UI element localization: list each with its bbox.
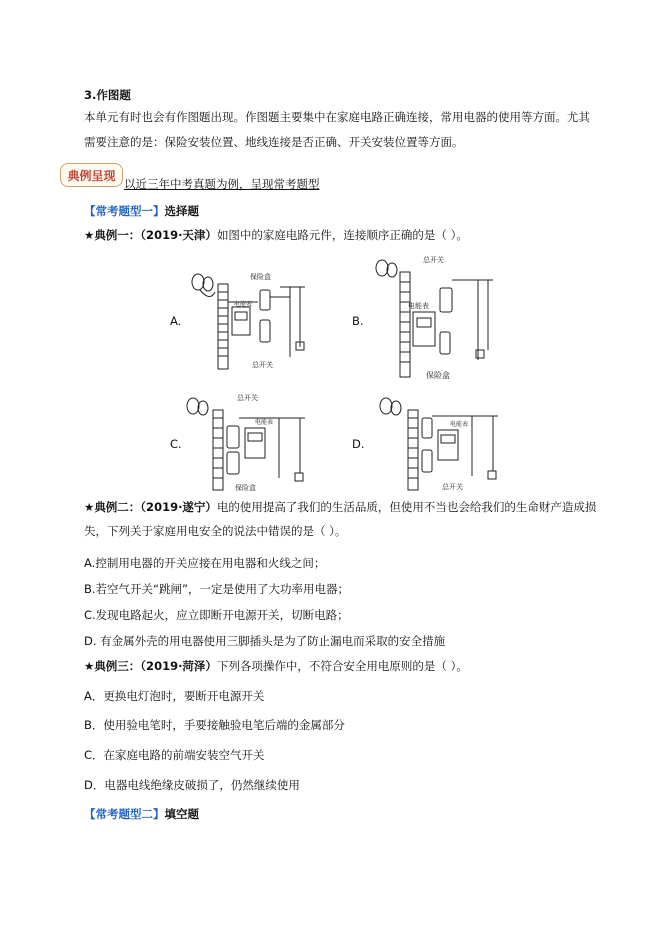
- circuit-figure-c: [175, 388, 315, 493]
- example-3-option-d: D．电器电线绝缘皮破损了，仍然继续使用: [84, 778, 300, 792]
- example-3-option-c: C．在家庭电路的前端安装空气开关: [84, 748, 265, 762]
- example-2-option-d: D. 有金属外壳的用电器使用三脚插头是为了防止漏电而采取的安全措施: [84, 634, 446, 648]
- intro-line-1: 本单元有时也会有作图题出现。作图题主要集中在家庭电路正确连接，常用电器的使用等方面。尤其: [84, 110, 590, 124]
- meter-label: 电能表: [450, 421, 469, 428]
- circuit-figure-a: [180, 262, 315, 372]
- question-type-2: [84, 806, 199, 822]
- switch-label: 总开关: [252, 361, 273, 369]
- circuit-figure-d: [368, 388, 508, 493]
- type-tag: 【常考题型一】: [84, 204, 165, 218]
- intro-line-2: 需要注意的是：保险安装位置、地线连接是否正确、开关安装位置等方面。: [84, 135, 464, 149]
- example-text: 如图中的家庭电路元件，连接顺序正确的是（ ）。: [216, 228, 468, 242]
- meter-label: 电能表: [408, 302, 429, 310]
- section-title: 3.作图题: [84, 88, 131, 102]
- badge-label: 典例呈现: [67, 169, 116, 183]
- type-name: 填空题: [164, 807, 199, 821]
- option-label-c: C.: [170, 437, 182, 451]
- circuit-figure-b: [368, 250, 503, 380]
- type-tag: 【常考题型二】: [84, 807, 165, 821]
- option-label-d: D.: [352, 437, 365, 451]
- example-lead: 典例一：（2019·天津）: [94, 228, 217, 242]
- star-icon: ★: [84, 500, 95, 514]
- example-2-stem-line-1: [84, 499, 596, 515]
- badge-caption: 以近三年中考真题为例，呈现常考题型: [124, 177, 320, 191]
- example-1-stem: [84, 227, 468, 243]
- switch-label: 总开关: [442, 483, 463, 491]
- star-icon: ★: [84, 659, 95, 673]
- example-lead: 典例二：（2019·遂宁）: [94, 500, 217, 514]
- question-type-1: [84, 203, 199, 219]
- example-badge: [60, 163, 123, 187]
- example-text: 电的使用提高了我们的生活品质，但使用不当也会给我们的生命财产造成损: [216, 500, 597, 514]
- example-2-stem-line-2: 失，下列关于家庭用电安全的说法中错误的是（ ）。: [84, 524, 347, 538]
- star-icon: ★: [84, 228, 95, 242]
- fuse-label: 保险盒: [250, 273, 271, 281]
- meter-label: 电能表: [234, 301, 253, 308]
- example-2-option-c: C.发现电路起火，应立即断开电源开关，切断电路；: [84, 608, 349, 622]
- switch-label: 总开关: [423, 256, 444, 264]
- example-text: 下列各项操作中，不符合安全用电原则的是（ ）。: [216, 659, 468, 673]
- example-3-stem: [84, 658, 468, 674]
- option-label-b: B.: [352, 314, 364, 328]
- example-lead: 典例三：（2019·菏泽）: [94, 659, 217, 673]
- example-3-option-b: B．使用验电笔时，手要接触验电笔后端的金属部分: [84, 718, 345, 732]
- meter-label: 电能表: [255, 419, 274, 426]
- switch-label: 总开关: [237, 394, 258, 402]
- example-2-option-a: A.控制用电器的开关应接在用电器和火线之间；: [84, 556, 326, 570]
- fuse-label: 保险盒: [426, 371, 450, 380]
- example-2-option-b: B.若空气开关“跳闸”，一定是使用了大功率用电器；: [84, 582, 349, 596]
- fuse-label: 保险盒: [235, 484, 256, 492]
- type-name: 选择题: [164, 204, 199, 218]
- example-3-option-a: A．更换电灯泡时，要断开电源开关: [84, 689, 265, 703]
- option-label-a: A.: [170, 314, 182, 328]
